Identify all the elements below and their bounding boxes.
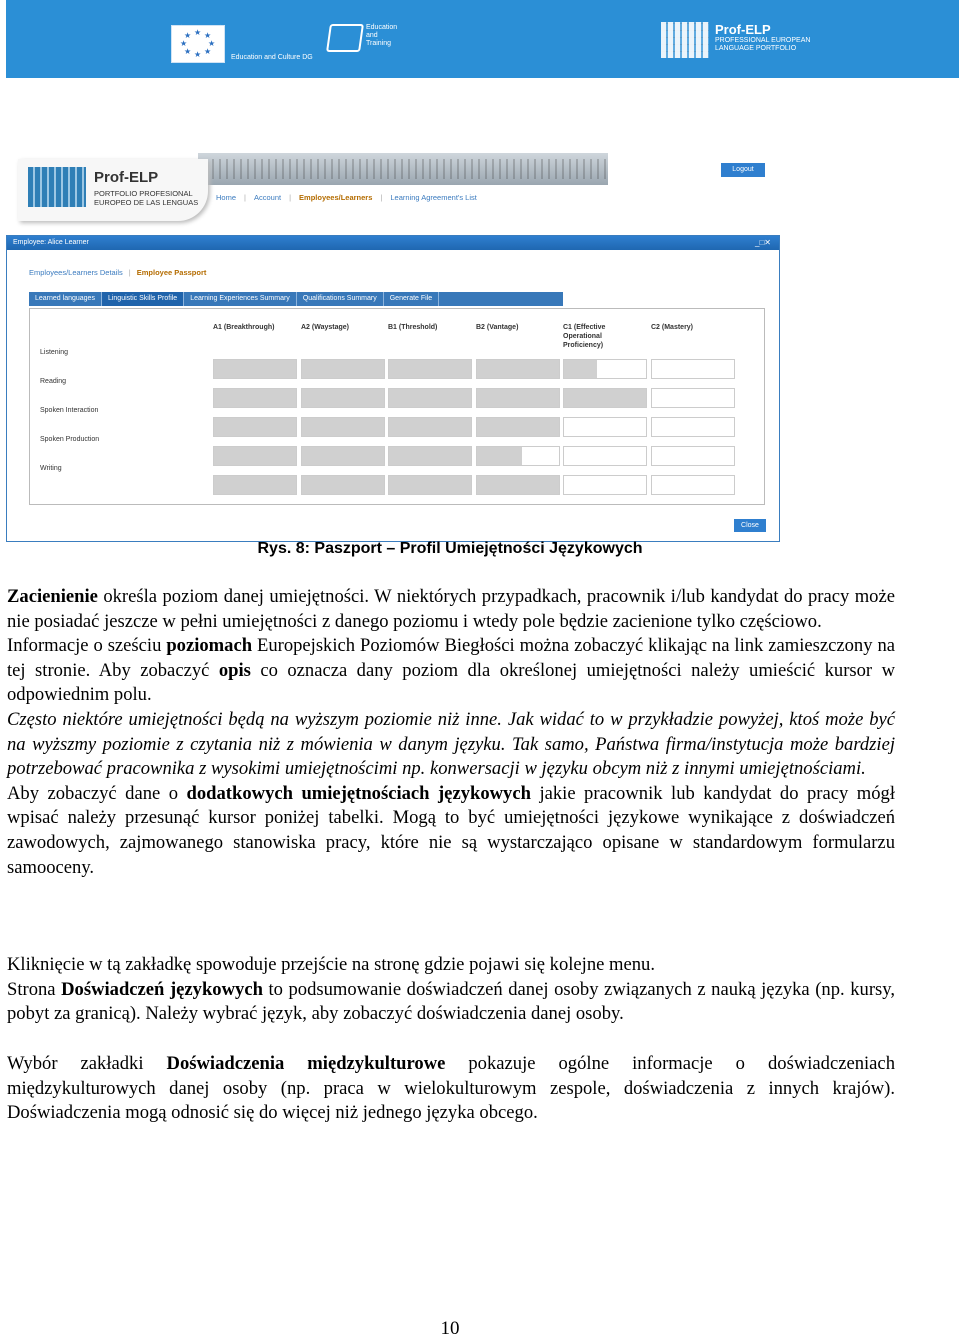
- bold-term: Doświadczeń językowych: [61, 978, 263, 1000]
- skill-level-cell[interactable]: [301, 446, 385, 466]
- skill-level-cell[interactable]: [301, 417, 385, 437]
- skill-level-cell[interactable]: [213, 388, 297, 408]
- skill-level-fill: [389, 476, 471, 494]
- skill-level-fill: [214, 360, 296, 378]
- tab-employee-details[interactable]: Employees/Learners Details: [29, 268, 123, 277]
- skill-level-fill: [214, 418, 296, 436]
- text: co oznacza dany poziom dla określonej umiejętności należy umieścić kursor w odpowiednim polu.: [7, 659, 895, 706]
- skills-grid-panel: [29, 308, 765, 505]
- text: pokazuje ogólne informacje o doświadczeniach międzykulturowych danej osoby (np. praca w wielokulturowym zespole, doświadczenia z innych krajów). Doświadczenia mogą odnosić się do więcej niż jednego języka obcego.: [7, 1053, 895, 1124]
- text: Aby zobaczyć dane o: [7, 782, 187, 804]
- skill-label: Reading: [40, 378, 67, 385]
- header-banner: [6, 0, 959, 78]
- skill-level-cell[interactable]: [651, 446, 735, 466]
- skill-level-fill: [302, 389, 384, 407]
- sub-tabs: Employees/Learners Details | Employee Passport: [29, 268, 207, 277]
- page-number: 10: [440, 1318, 460, 1339]
- skill-level-fill: [302, 476, 384, 494]
- prof-elp-logo: [661, 22, 810, 58]
- logout-button[interactable]: Logout: [721, 163, 765, 177]
- tab-generate-file[interactable]: Generate File: [384, 292, 439, 306]
- text: Informacje o sześciu: [7, 635, 167, 657]
- skill-level-cell[interactable]: [651, 388, 735, 408]
- eu-logo: [171, 22, 313, 63]
- skill-level-cell[interactable]: [388, 359, 472, 379]
- skill-level-fill: [389, 389, 471, 407]
- eu-flag-icon: ★ ★ ★ ★ ★ ★ ★ ★: [171, 25, 225, 63]
- book-banner-image: [198, 153, 608, 185]
- skill-level-cell[interactable]: [301, 359, 385, 379]
- employee-window: [6, 235, 780, 542]
- level-header: B1 (Threshold): [388, 324, 438, 331]
- skill-level-cell[interactable]: [563, 417, 647, 437]
- pelp-sub-2: LANGUAGE PORTFOLIO: [715, 45, 797, 52]
- app-header: [6, 153, 778, 229]
- eu-label: Education and Culture DG: [231, 54, 313, 61]
- app-logo: [18, 159, 208, 221]
- skill-level-fill: [389, 360, 471, 378]
- main-nav: Home | Account | Employees/Learners | Learning Agreement's List: [216, 193, 477, 202]
- skill-level-cell[interactable]: [388, 417, 472, 437]
- app-logo-sub-2: EUROPEO DE LAS LENGUAS: [94, 198, 199, 207]
- skill-level-cell[interactable]: [213, 359, 297, 379]
- level-header: A2 (Waystage): [301, 324, 349, 331]
- text: Europejskich Poziomów Biegłości można zobaczyć klikając na link zamieszczony na tej stronie. Aby zobaczyć: [7, 635, 895, 681]
- tab-learned-languages[interactable]: Learned languages: [29, 292, 102, 306]
- skill-level-fill: [214, 389, 296, 407]
- window-titlebar: [7, 236, 779, 250]
- figure-caption: Rys. 8: Paszport – Profil Umiejętności Językowych: [257, 540, 643, 557]
- level-header: C1 (Effective Operational Proficiency): [563, 324, 606, 349]
- skill-level-cell[interactable]: [651, 475, 735, 495]
- skill-level-fill: [477, 447, 522, 465]
- paragraph-experiences: [7, 953, 895, 1027]
- skill-level-fill: [564, 389, 646, 407]
- text: Kliknięcie w tą zakładkę spowoduje przejście na stronę gdzie pojawi się kolejne menu.: [7, 954, 655, 975]
- skill-level-cell[interactable]: [476, 359, 560, 379]
- skill-label: Spoken Production: [40, 436, 100, 443]
- mosaic-icon: [661, 22, 709, 58]
- level-header: A1 (Breakthrough): [213, 324, 275, 331]
- skill-level-cell[interactable]: [213, 446, 297, 466]
- paragraph-intercultural: [7, 1052, 895, 1126]
- close-button[interactable]: Close: [734, 519, 766, 532]
- level-header: B2 (Vantage): [476, 324, 519, 331]
- skill-level-cell[interactable]: [651, 417, 735, 437]
- et-label-1: Education: [366, 24, 398, 31]
- skill-level-cell[interactable]: [213, 417, 297, 437]
- nav-account[interactable]: Account: [253, 193, 282, 202]
- skill-level-cell[interactable]: [476, 446, 560, 466]
- skill-level-fill: [302, 360, 384, 378]
- skill-level-cell[interactable]: [388, 475, 472, 495]
- text: Strona: [7, 978, 62, 1000]
- level-header: C2 (Mastery): [651, 324, 694, 331]
- pelp-title: Prof-ELP: [715, 22, 771, 37]
- text: jakie pracownik lub kandydat do pracy mógł wpisać należy przesunąć kursor poniżej tabelki. Mogą to być umiejętności językowe wynikające z doświadczeń zawodowych, zajmowanego stanowiska pracy, które nie są wystarczająco opisane w standardowym formularzu samooceny.: [7, 782, 895, 878]
- italic-paragraph: Często niektóre umiejętności będą na wyższym poziomie niż inne. Jak widać to w przykładzie powyżej, ktoś może być na wyższmy poziomie z czytania niż z mówienia w danym języku. Tak samo, Państwa firma/instytucja może bardziej potrzebować pracownika z wysokimi umiejętnościmi np. konwersacji w języku obcym niż z innymi umiejętnościami.: [7, 708, 895, 780]
- skill-level-cell[interactable]: [563, 359, 647, 379]
- monitor-icon: [326, 24, 364, 52]
- et-label-2: and: [366, 32, 378, 39]
- text: Wybór zakładki: [7, 1053, 167, 1074]
- paragraph-shading: [7, 585, 895, 880]
- bold-term: dodatkowych umiejętnościach językowych: [186, 782, 531, 804]
- skill-level-fill: [477, 476, 559, 494]
- skill-level-fill: [214, 447, 296, 465]
- bold-term: Zacienienie: [7, 586, 98, 607]
- text: to podsumowanie doświadczeń danej osoby związanych z nauką języka (np. kursy, pobyt za granicą). Należy wybrać język, aby zobaczyć doświadczenia danej osoby.: [7, 978, 895, 1025]
- skill-label: Spoken Interaction: [40, 407, 99, 414]
- education-training-logo: [328, 24, 397, 52]
- nav-employees[interactable]: Employees/Learners: [299, 193, 373, 202]
- mosaic-icon: [28, 167, 86, 207]
- et-label-3: Training: [366, 40, 392, 47]
- app-logo-sub-1: PORTFOLIO PROFESIONAL: [94, 189, 193, 198]
- nav-home[interactable]: Home: [216, 193, 237, 202]
- tab-employee-passport[interactable]: Employee Passport: [136, 268, 207, 277]
- skill-level-cell[interactable]: [651, 359, 735, 379]
- pelp-sub-1: PROFESSIONAL EUROPEAN: [715, 37, 811, 44]
- tab-learning-experiences[interactable]: Learning Experiences Summary: [184, 292, 297, 306]
- window-controls-icon[interactable]: _□✕: [755, 238, 771, 247]
- bold-term: poziomach: [166, 635, 253, 657]
- skill-label: Listening: [40, 349, 69, 356]
- skill-level-cell[interactable]: [563, 388, 647, 408]
- skill-level-cell[interactable]: [476, 475, 560, 495]
- text: określa poziom danej umiejętności. W niektórych przypadkach, pracownik i/lub kandydat do pracy może nie posiadać jeszcze w pełni umiejętności z danego poziomu i wtedy pole będzie zacienione tylko częściowo.: [7, 586, 895, 632]
- skill-level-cell[interactable]: [301, 475, 385, 495]
- bold-term: opis: [218, 659, 251, 681]
- skill-level-cell[interactable]: [476, 417, 560, 437]
- skill-level-cell[interactable]: [476, 388, 560, 408]
- skill-level-cell[interactable]: [213, 475, 297, 495]
- skill-level-fill: [477, 389, 559, 407]
- skill-level-cell[interactable]: [388, 388, 472, 408]
- skill-level-cell[interactable]: [563, 446, 647, 466]
- tab-qualifications[interactable]: Qualifications Summary: [297, 292, 384, 306]
- app-logo-title: Prof-ELP: [94, 169, 159, 186]
- skill-level-cell[interactable]: [388, 446, 472, 466]
- app-screenshot: [6, 153, 778, 540]
- window-title: Employee: Alice Learner: [13, 239, 89, 246]
- skill-level-fill: [302, 447, 384, 465]
- skill-level-fill: [389, 418, 471, 436]
- skill-level-fill: [477, 360, 559, 378]
- skill-level-fill: [477, 418, 559, 436]
- passport-tabbar: [29, 292, 563, 306]
- tab-linguistic-skills[interactable]: Linguistic Skills Profile: [102, 292, 184, 306]
- bold-term: Doświadczenia międzykulturowe: [166, 1053, 446, 1074]
- skill-level-cell[interactable]: [301, 388, 385, 408]
- nav-learning-agreements[interactable]: Learning Agreement's List: [390, 193, 477, 202]
- skill-level-cell[interactable]: [563, 475, 647, 495]
- skill-label: Writing: [40, 465, 62, 472]
- skill-level-fill: [564, 360, 597, 378]
- skill-level-fill: [389, 447, 471, 465]
- skill-level-fill: [302, 418, 384, 436]
- skill-level-fill: [214, 476, 296, 494]
